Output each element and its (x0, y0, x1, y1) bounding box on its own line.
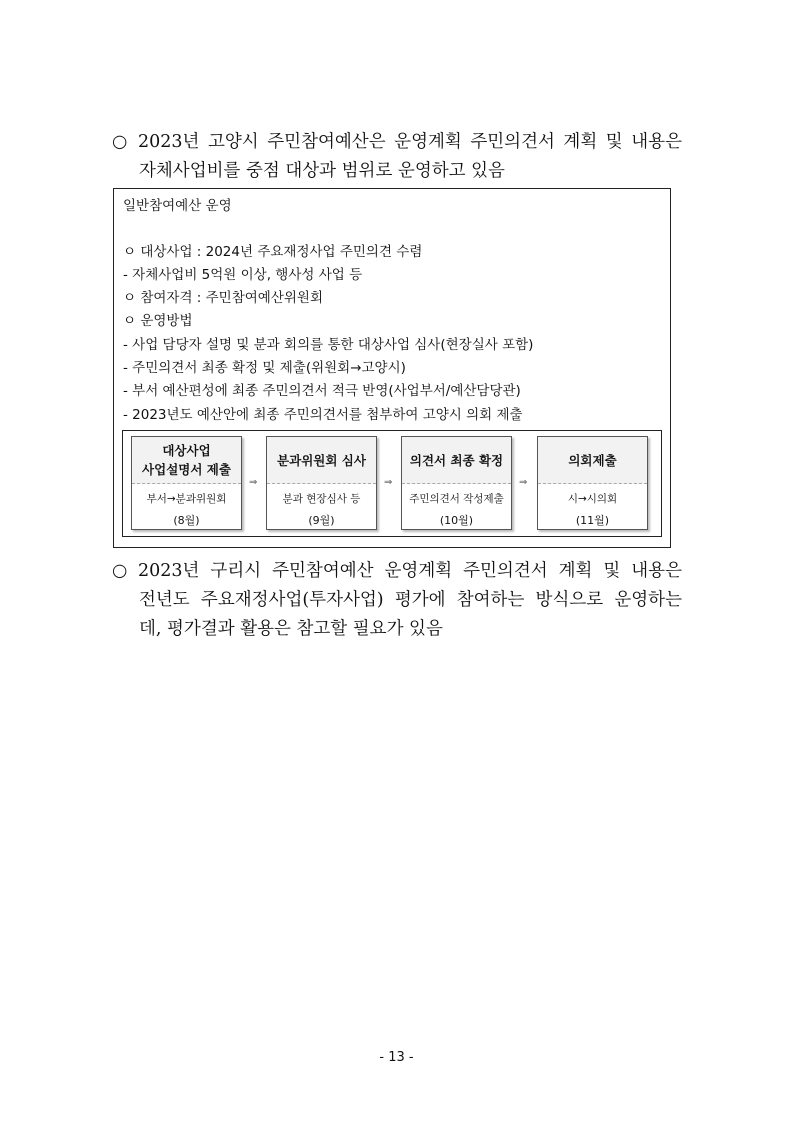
flow-step-month: (11월) (575, 514, 610, 527)
box-item: ㅇ 참여자격 : 주민참여예산위원회 (123, 290, 323, 306)
general-participatory-budget-box (113, 188, 671, 548)
flow-step-heading: 대상사업 사업설명서 제출 (132, 437, 241, 484)
box-item: - 2023년도 예산안에 최종 주민의견서를 첨부하여 고양시 의회 제출 (123, 407, 523, 423)
flow-step-council (537, 436, 648, 530)
process-flow-diagram (122, 430, 662, 537)
flow-step-description: 주민의견서 작성제출 (409, 493, 504, 505)
flow-step-heading: 분과위원회 심사 (267, 437, 376, 484)
flow-step-heading: 의회제출 (538, 437, 647, 484)
double-arrow-icon: ⇒ (384, 477, 393, 488)
box-item: ㅇ 운영방법 (123, 313, 193, 329)
flow-step-heading: 의견서 최종 확정 (402, 437, 511, 484)
paragraph-guri-line3: 데, 평가결과 활용은 참고할 필요가 있음 (139, 619, 443, 639)
flow-step-review (266, 436, 377, 530)
box-item: - 사업 담당자 설명 및 분과 회의를 통한 대상사업 심사(현장실사 포함) (123, 337, 534, 353)
flow-step-description: 분과 현장심사 등 (282, 493, 361, 505)
flow-step-month: (8월) (173, 514, 200, 527)
box-item: - 부서 예산편성에 최종 주민의견서 적극 반영(사업부서/예산담당관) (123, 383, 521, 399)
box-item: ㅇ 대상사업 : 2024년 주요재정사업 주민의견 수렴 (123, 244, 423, 260)
flow-step-description: 부서→분과위원회 (146, 493, 227, 505)
box-title: 일반참여예산 운영 (123, 198, 232, 214)
paragraph-goyang-line1: ○ 2023년 고양시 주민참여예산은 운영계획 주민의견서 계획 및 내용은 (112, 128, 682, 157)
circle-bullet: ○ (112, 132, 128, 152)
flow-step-description: 시→시의회 (567, 493, 618, 505)
box-item: - 주민의견서 최종 확정 및 제출(위원회→고양시) (123, 360, 406, 376)
flow-step-submission (131, 436, 242, 530)
double-arrow-icon: ⇒ (249, 477, 258, 488)
paragraph-guri-line2: 전년도 주요재정사업(투자사업) 평가에 참여하는 방식으로 운영하는 (139, 590, 682, 610)
paragraph-guri-line1: ○ 2023년 구리시 주민참여예산 운영계획 주민의견서 계획 및 내용은 (112, 557, 682, 586)
page-number: - 13 - (379, 1050, 414, 1065)
box-item: - 자체사업비 5억원 이상, 행사성 사업 등 (123, 267, 363, 283)
flow-step-month: (10월) (439, 514, 474, 527)
paragraph-goyang (112, 128, 682, 186)
flow-step-month: (9월) (308, 514, 335, 527)
double-arrow-icon: ⇒ (519, 477, 528, 488)
circle-bullet: ○ (112, 561, 128, 581)
paragraph-guri (112, 557, 682, 644)
flow-step-finalize (401, 436, 512, 530)
paragraph-goyang-line2: 자체사업비를 중점 대상과 범위로 운영하고 있음 (139, 161, 505, 181)
